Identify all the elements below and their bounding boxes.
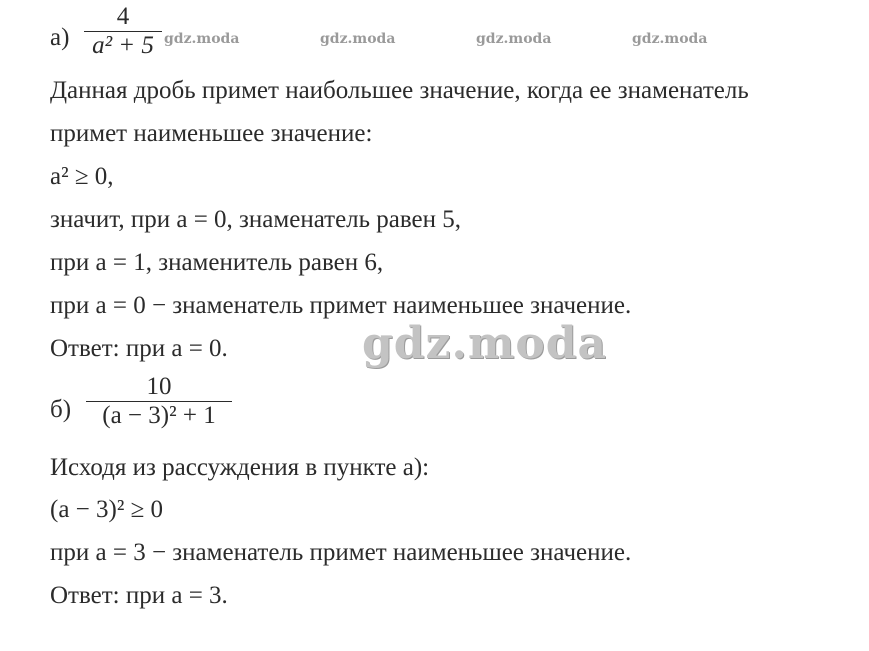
watermark-large: gdz.moda — [362, 318, 608, 369]
part-b-numerator: 10 — [146, 373, 172, 400]
watermark-small-3: gdz.moda — [476, 31, 552, 47]
part-b-label: б) — [50, 396, 72, 423]
part-b-denominator: (a − 3)² + 1 — [102, 402, 216, 429]
part-b-answer: Ответ: при a = 3. — [50, 582, 228, 609]
part-a-line-3: a² ≥ 0, — [50, 163, 114, 190]
part-a-denominator: a² + 5 — [92, 32, 154, 59]
part-a-label: а) — [50, 24, 70, 51]
part-a-numerator: 4 — [116, 3, 130, 30]
watermark-small-4: gdz.moda — [632, 31, 708, 47]
watermark-small-1: gdz.moda — [164, 31, 240, 47]
part-a-line-1: Данная дробь примет наибольшее значение, когда ее знаменатель — [50, 77, 749, 104]
part-a-line-5: при a = 1, знаменитель равен 6, — [50, 249, 384, 276]
part-a-line-6: при a = 0 − знаменатель примет наименьшее значение. — [50, 292, 632, 319]
part-b-line-1: Исходя из рассуждения в пункте а): — [50, 454, 430, 481]
part-a-answer: Ответ: при a = 0. — [50, 335, 228, 362]
part-b-fraction — [86, 373, 232, 430]
part-a-line-2: примет наименьшее значение: — [50, 120, 373, 147]
part-a-line-4: значит, при a = 0, знаменатель равен 5, — [50, 206, 462, 233]
watermark-small-2: gdz.moda — [320, 31, 396, 47]
part-b-line-3: при a = 3 − знаменатель примет наименьшее значение. — [50, 539, 632, 566]
part-b-line-2: (a − 3)² ≥ 0 — [50, 496, 164, 523]
part-a-fraction — [84, 3, 162, 60]
